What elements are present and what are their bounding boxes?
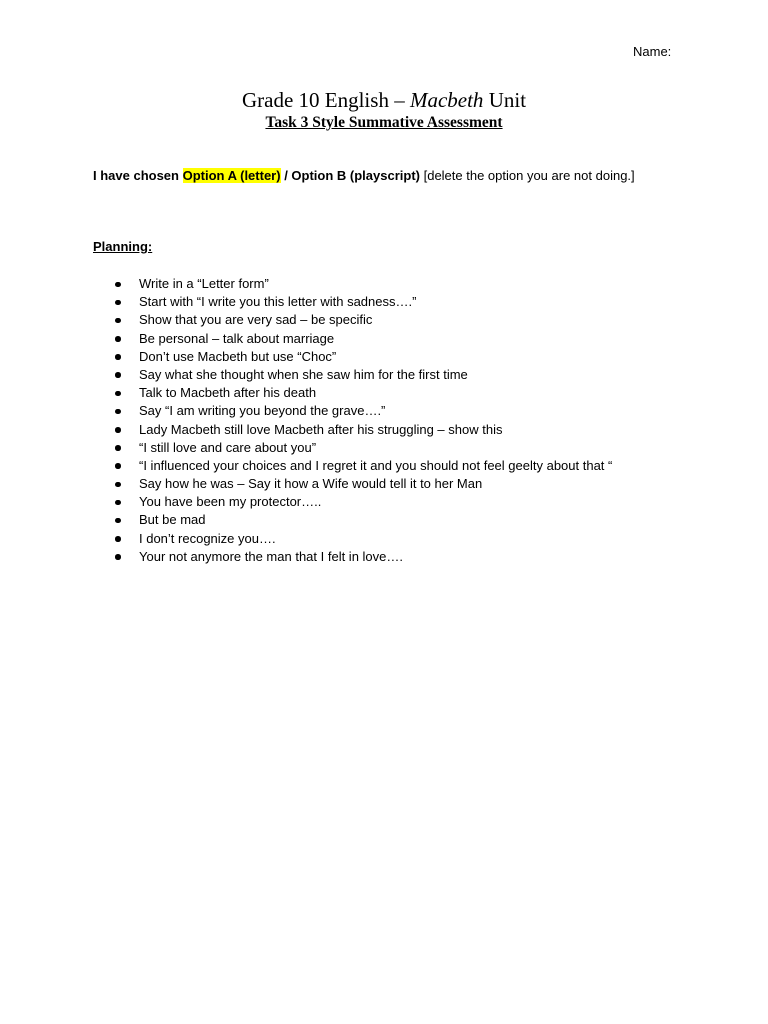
bullet-dot-icon — [115, 518, 121, 524]
list-item — [112, 475, 612, 493]
list-item-text: Your not anymore the man that I felt in love…. — [139, 548, 403, 564]
choice-intro: I have chosen — [93, 168, 183, 183]
list-item — [112, 511, 612, 529]
bullet-dot-icon — [115, 554, 121, 560]
planning-list — [112, 275, 612, 566]
bullet-dot-icon — [115, 391, 121, 397]
list-item-text: I don’t recognize you…. — [139, 530, 276, 546]
list-item-text: Start with “I write you this letter with sadness….” — [139, 294, 417, 310]
bullet-dot-icon — [115, 372, 121, 378]
list-item — [112, 348, 612, 366]
list-item — [112, 384, 612, 402]
list-item-text: Show that you are very sad – be specific — [139, 312, 373, 328]
bullet-dot-icon — [115, 482, 121, 488]
bullet-dot-icon — [115, 300, 121, 306]
list-item — [112, 548, 612, 566]
bullet-dot-icon — [115, 445, 121, 451]
list-item — [112, 493, 612, 511]
list-item — [112, 402, 612, 420]
list-item — [112, 457, 612, 475]
bullet-dot-icon — [115, 282, 121, 288]
bullet-dot-icon — [115, 536, 121, 542]
choice-note: [delete the option you are not doing.] — [419, 168, 635, 183]
list-item-text: You have been my protector….. — [139, 494, 322, 510]
list-item-text: Say what she thought when she saw him for the first time — [139, 366, 468, 382]
list-item-text: Lady Macbeth still love Macbeth after his struggling – show this — [139, 421, 503, 437]
list-item-text: Write in a “Letter form” — [139, 276, 269, 291]
option-b-text: / Option B (playscript) — [280, 168, 420, 183]
list-item-text: Be personal – talk about marriage — [139, 330, 335, 346]
list-item-text: Don’t use Macbeth but use “Choc” — [139, 348, 337, 364]
page-title — [0, 88, 768, 113]
list-item-text: But be mad — [139, 512, 206, 528]
list-item — [112, 421, 612, 439]
page-subtitle: Task 3 Style Summative Assessment — [265, 114, 503, 131]
list-item — [112, 311, 612, 329]
list-item-text: Say “I am writing you beyond the grave….” — [139, 403, 386, 419]
list-item — [112, 330, 612, 348]
list-item-text: Talk to Macbeth after his death — [139, 385, 317, 401]
list-item-text: “I still love and care about you” — [139, 439, 317, 455]
bullet-dot-icon — [115, 409, 121, 415]
title-suffix: Unit — [483, 88, 527, 112]
option-choice-paragraph — [93, 167, 673, 185]
title-prefix: Grade 10 English – — [241, 88, 410, 112]
list-item — [112, 366, 612, 384]
list-item-text: “I influenced your choices and I regret it and you should not feel geelty about that “ — [139, 457, 613, 473]
planning-heading: Planning: — [93, 239, 153, 254]
bullet-dot-icon — [115, 354, 121, 360]
list-item-text: Say how he was – Say it how a Wife would tell it to her Man — [139, 476, 483, 492]
list-item — [112, 275, 612, 293]
title-italic: Macbeth — [409, 88, 484, 112]
bullet-dot-icon — [115, 336, 121, 342]
list-item — [112, 439, 612, 457]
name-label: Name: — [633, 44, 672, 59]
bullet-dot-icon — [115, 500, 121, 506]
list-item — [112, 530, 612, 548]
bullet-dot-icon — [115, 318, 121, 324]
bullet-dot-icon — [115, 427, 121, 433]
list-item — [112, 293, 612, 311]
bullet-dot-icon — [115, 463, 121, 469]
option-a-highlight: Option A (letter) — [182, 168, 281, 183]
